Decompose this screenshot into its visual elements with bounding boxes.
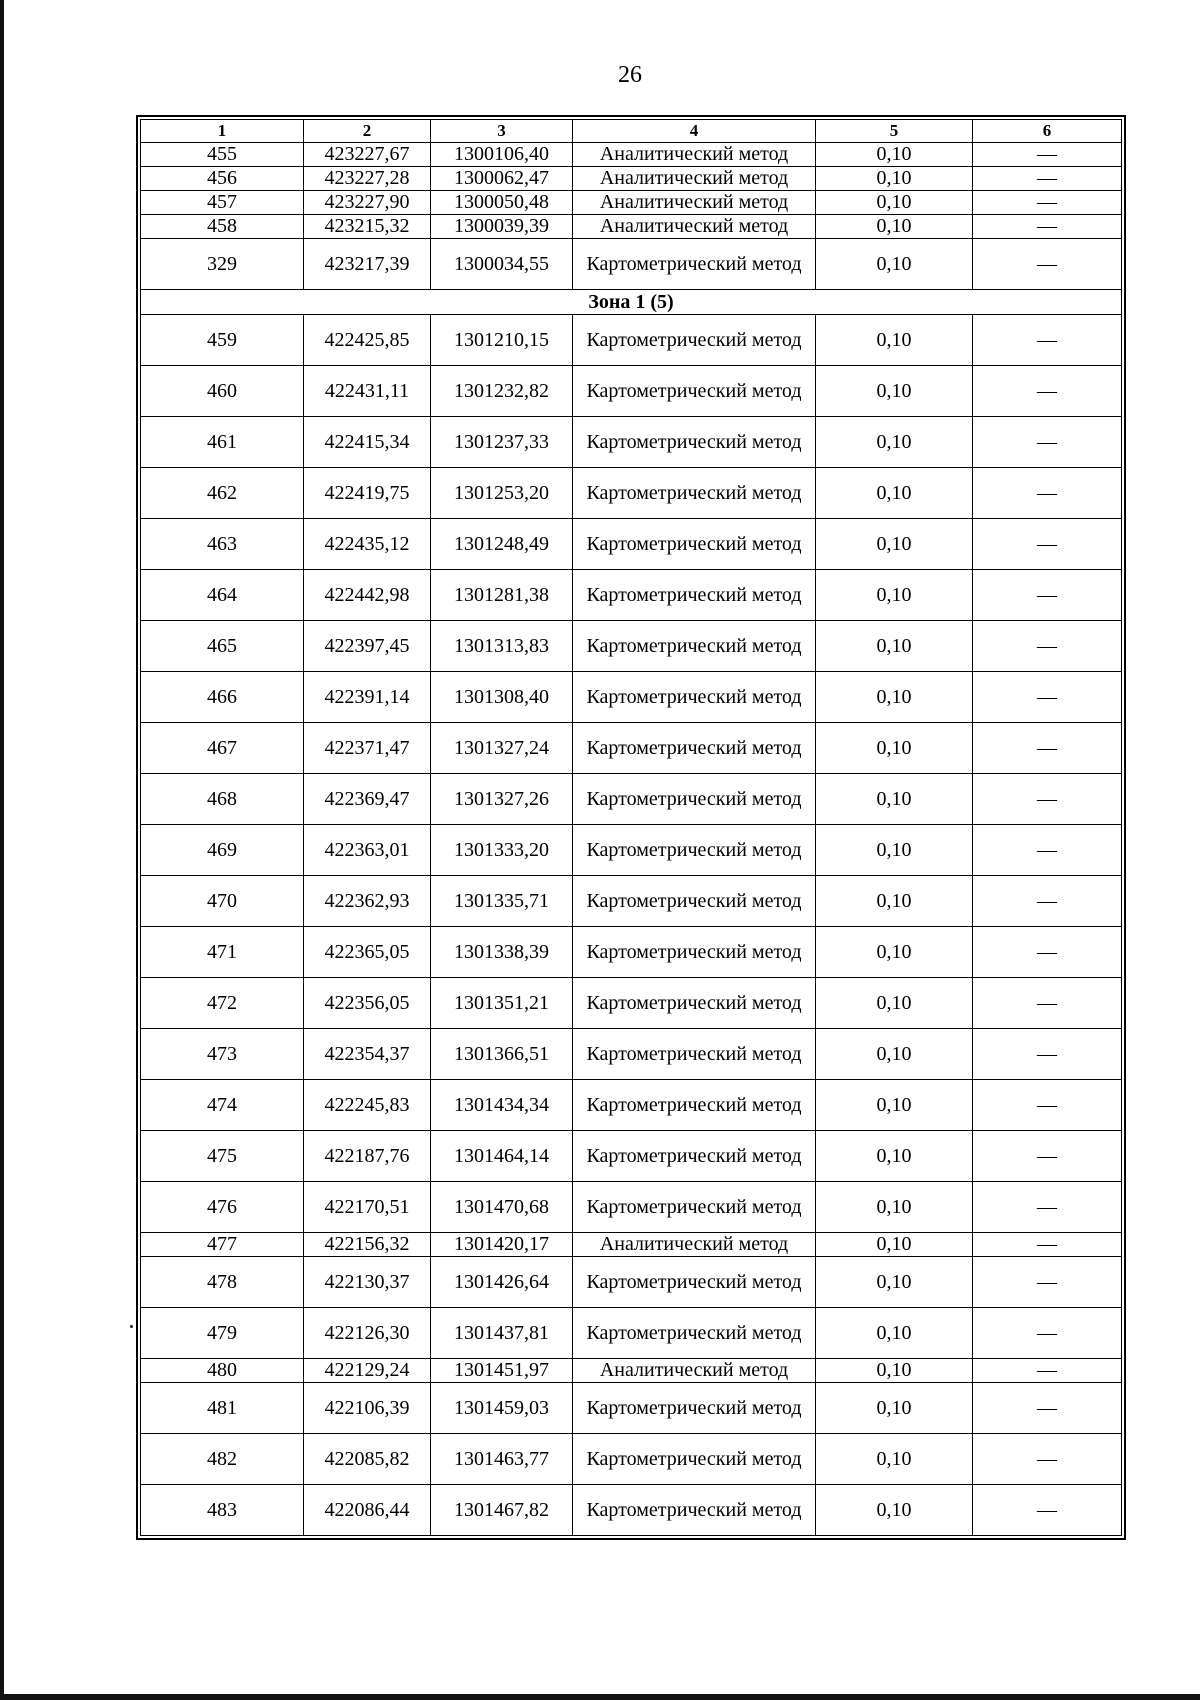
point-number-cell: 462 — [141, 468, 304, 519]
x-coordinate-cell: 422442,98 — [304, 570, 431, 621]
point-number-cell: 456 — [141, 167, 304, 191]
y-coordinate-cell: 1300034,55 — [431, 239, 573, 290]
y-coordinate-cell: 1301327,24 — [431, 723, 573, 774]
accuracy-cell: 0,10 — [816, 315, 973, 366]
x-coordinate-cell: 422371,47 — [304, 723, 431, 774]
method-cell: Картометрический метод — [573, 876, 816, 927]
x-coordinate-cell: 422170,51 — [304, 1182, 431, 1233]
method-cell: Картометрический метод — [573, 978, 816, 1029]
point-number-cell: 479 — [141, 1308, 304, 1359]
accuracy-cell: 0,10 — [816, 468, 973, 519]
x-coordinate-cell: 422245,83 — [304, 1080, 431, 1131]
table-row — [141, 468, 1122, 519]
method-cell: Картометрический метод — [573, 825, 816, 876]
point-number-cell: 480 — [141, 1359, 304, 1383]
note-cell: — — [973, 1485, 1122, 1536]
table-row — [141, 1233, 1122, 1257]
column-header: 5 — [816, 120, 973, 143]
point-number-cell: 329 — [141, 239, 304, 290]
y-coordinate-cell: 1301210,15 — [431, 315, 573, 366]
y-coordinate-cell: 1301437,81 — [431, 1308, 573, 1359]
note-cell: — — [973, 167, 1122, 191]
method-cell: Аналитический метод — [573, 1359, 816, 1383]
accuracy-cell: 0,10 — [816, 570, 973, 621]
method-cell: Картометрический метод — [573, 570, 816, 621]
point-number-cell: 465 — [141, 621, 304, 672]
table-row — [141, 191, 1122, 215]
x-coordinate-cell: 422397,45 — [304, 621, 431, 672]
note-cell: — — [973, 519, 1122, 570]
point-number-cell: 466 — [141, 672, 304, 723]
method-cell: Картометрический метод — [573, 315, 816, 366]
table-row — [141, 1182, 1122, 1233]
note-cell: — — [973, 978, 1122, 1029]
accuracy-cell: 0,10 — [816, 1308, 973, 1359]
accuracy-cell: 0,10 — [816, 191, 973, 215]
accuracy-cell: 0,10 — [816, 723, 973, 774]
y-coordinate-cell: 1301451,97 — [431, 1359, 573, 1383]
y-coordinate-cell: 1301237,33 — [431, 417, 573, 468]
method-cell: Картометрический метод — [573, 1434, 816, 1485]
x-coordinate-cell: 422129,24 — [304, 1359, 431, 1383]
page-number: 26 — [618, 62, 642, 88]
point-number-cell: 459 — [141, 315, 304, 366]
table-row — [141, 215, 1122, 239]
table-row — [141, 927, 1122, 978]
method-cell: Картометрический метод — [573, 1485, 816, 1536]
accuracy-cell: 0,10 — [816, 876, 973, 927]
accuracy-cell: 0,10 — [816, 1485, 973, 1536]
accuracy-cell: 0,10 — [816, 825, 973, 876]
table-row — [141, 774, 1122, 825]
y-coordinate-cell: 1301338,39 — [431, 927, 573, 978]
note-cell: — — [973, 570, 1122, 621]
table-row — [141, 1359, 1122, 1383]
accuracy-cell: 0,10 — [816, 167, 973, 191]
accuracy-cell: 0,10 — [816, 1080, 973, 1131]
point-number-cell: 470 — [141, 876, 304, 927]
accuracy-cell: 0,10 — [816, 143, 973, 167]
method-cell: Картометрический метод — [573, 723, 816, 774]
note-cell: — — [973, 1080, 1122, 1131]
x-coordinate-cell: 422425,85 — [304, 315, 431, 366]
y-coordinate-cell: 1301470,68 — [431, 1182, 573, 1233]
table-row — [141, 1029, 1122, 1080]
accuracy-cell: 0,10 — [816, 1131, 973, 1182]
y-coordinate-cell: 1301335,71 — [431, 876, 573, 927]
table-row — [141, 1257, 1122, 1308]
y-coordinate-cell: 1301420,17 — [431, 1233, 573, 1257]
table-row — [141, 366, 1122, 417]
accuracy-cell: 0,10 — [816, 621, 973, 672]
y-coordinate-cell: 1301308,40 — [431, 672, 573, 723]
y-coordinate-cell: 1301232,82 — [431, 366, 573, 417]
method-cell: Картометрический метод — [573, 774, 816, 825]
table-row — [141, 876, 1122, 927]
accuracy-cell: 0,10 — [816, 366, 973, 417]
zone-header-row — [141, 290, 1122, 315]
method-cell: Картометрический метод — [573, 1029, 816, 1080]
table-row — [141, 570, 1122, 621]
x-coordinate-cell: 422130,37 — [304, 1257, 431, 1308]
accuracy-cell: 0,10 — [816, 1257, 973, 1308]
column-header: 3 — [431, 120, 573, 143]
note-cell: — — [973, 143, 1122, 167]
point-number-cell: 475 — [141, 1131, 304, 1182]
y-coordinate-cell: 1301467,82 — [431, 1485, 573, 1536]
note-cell: — — [973, 468, 1122, 519]
method-cell: Картометрический метод — [573, 1257, 816, 1308]
y-coordinate-cell: 1301281,38 — [431, 570, 573, 621]
point-number-cell: 458 — [141, 215, 304, 239]
accuracy-cell: 0,10 — [816, 927, 973, 978]
x-coordinate-cell: 422085,82 — [304, 1434, 431, 1485]
accuracy-cell: 0,10 — [816, 1233, 973, 1257]
method-cell: Картометрический метод — [573, 519, 816, 570]
method-cell: Картометрический метод — [573, 239, 816, 290]
x-coordinate-cell: 423217,39 — [304, 239, 431, 290]
y-coordinate-cell: 1301434,34 — [431, 1080, 573, 1131]
y-coordinate-cell: 1300050,48 — [431, 191, 573, 215]
accuracy-cell: 0,10 — [816, 1383, 973, 1434]
x-coordinate-cell: 422362,93 — [304, 876, 431, 927]
point-number-cell: 482 — [141, 1434, 304, 1485]
point-number-cell: 468 — [141, 774, 304, 825]
note-cell: — — [973, 1131, 1122, 1182]
accuracy-cell: 0,10 — [816, 978, 973, 1029]
method-cell: Картометрический метод — [573, 1308, 816, 1359]
point-number-cell: 467 — [141, 723, 304, 774]
table-row — [141, 239, 1122, 290]
point-number-cell: 460 — [141, 366, 304, 417]
method-cell: Картометрический метод — [573, 417, 816, 468]
method-cell: Аналитический метод — [573, 1233, 816, 1257]
y-coordinate-cell: 1300106,40 — [431, 143, 573, 167]
method-cell: Аналитический метод — [573, 215, 816, 239]
scan-edge-bottom — [0, 1694, 1200, 1700]
method-cell: Картометрический метод — [573, 927, 816, 978]
accuracy-cell: 0,10 — [816, 774, 973, 825]
zone-label: Зона 1 (5) — [141, 290, 1122, 315]
y-coordinate-cell: 1301351,21 — [431, 978, 573, 1029]
x-coordinate-cell: 422106,39 — [304, 1383, 431, 1434]
note-cell: — — [973, 621, 1122, 672]
table-row — [141, 1080, 1122, 1131]
note-cell: — — [973, 1359, 1122, 1383]
point-number-cell: 474 — [141, 1080, 304, 1131]
method-cell: Картометрический метод — [573, 672, 816, 723]
method-cell: Аналитический метод — [573, 143, 816, 167]
method-cell: Картометрический метод — [573, 621, 816, 672]
point-number-cell: 483 — [141, 1485, 304, 1536]
x-coordinate-cell: 422419,75 — [304, 468, 431, 519]
y-coordinate-cell: 1301327,26 — [431, 774, 573, 825]
accuracy-cell: 0,10 — [816, 215, 973, 239]
x-coordinate-cell: 422369,47 — [304, 774, 431, 825]
point-number-cell: 461 — [141, 417, 304, 468]
table-row — [141, 723, 1122, 774]
point-number-cell: 472 — [141, 978, 304, 1029]
accuracy-cell: 0,10 — [816, 417, 973, 468]
x-coordinate-cell: 422415,34 — [304, 417, 431, 468]
point-number-cell: 478 — [141, 1257, 304, 1308]
x-coordinate-cell: 422187,76 — [304, 1131, 431, 1182]
column-header: 4 — [573, 120, 816, 143]
note-cell: — — [973, 825, 1122, 876]
method-cell: Аналитический метод — [573, 167, 816, 191]
accuracy-cell: 0,10 — [816, 1434, 973, 1485]
table-row — [141, 1308, 1122, 1359]
point-number-cell: 471 — [141, 927, 304, 978]
method-cell: Картометрический метод — [573, 366, 816, 417]
table-row — [141, 1131, 1122, 1182]
note-cell: — — [973, 1383, 1122, 1434]
x-coordinate-cell: 422365,05 — [304, 927, 431, 978]
note-cell: — — [973, 774, 1122, 825]
x-coordinate-cell: 422156,32 — [304, 1233, 431, 1257]
note-cell: — — [973, 366, 1122, 417]
note-cell: — — [973, 315, 1122, 366]
note-cell: — — [973, 1308, 1122, 1359]
point-number-cell: 464 — [141, 570, 304, 621]
table-row — [141, 1434, 1122, 1485]
table-body — [141, 120, 1122, 1536]
column-header: 2 — [304, 120, 431, 143]
x-coordinate-cell: 423227,67 — [304, 143, 431, 167]
method-cell: Картометрический метод — [573, 1080, 816, 1131]
accuracy-cell: 0,10 — [816, 239, 973, 290]
method-cell: Картометрический метод — [573, 468, 816, 519]
x-coordinate-cell: 423227,90 — [304, 191, 431, 215]
note-cell: — — [973, 672, 1122, 723]
x-coordinate-cell: 422363,01 — [304, 825, 431, 876]
accuracy-cell: 0,10 — [816, 1029, 973, 1080]
method-cell: Картометрический метод — [573, 1182, 816, 1233]
column-header: 1 — [141, 120, 304, 143]
accuracy-cell: 0,10 — [816, 1182, 973, 1233]
table-row — [141, 978, 1122, 1029]
y-coordinate-cell: 1300062,47 — [431, 167, 573, 191]
table-row — [141, 672, 1122, 723]
table-row — [141, 621, 1122, 672]
table-row — [141, 825, 1122, 876]
note-cell: — — [973, 927, 1122, 978]
method-cell: Аналитический метод — [573, 191, 816, 215]
point-number-cell: 477 — [141, 1233, 304, 1257]
note-cell: — — [973, 191, 1122, 215]
x-coordinate-cell: 422354,37 — [304, 1029, 431, 1080]
x-coordinate-cell: 422086,44 — [304, 1485, 431, 1536]
note-cell: — — [973, 876, 1122, 927]
method-cell: Картометрический метод — [573, 1383, 816, 1434]
y-coordinate-cell: 1301459,03 — [431, 1383, 573, 1434]
table-row — [141, 417, 1122, 468]
coordinates-table — [140, 119, 1122, 1536]
x-coordinate-cell: 422431,11 — [304, 366, 431, 417]
accuracy-cell: 0,10 — [816, 1359, 973, 1383]
table-row — [141, 167, 1122, 191]
note-cell: — — [973, 1434, 1122, 1485]
table-row — [141, 1485, 1122, 1536]
point-number-cell: 457 — [141, 191, 304, 215]
y-coordinate-cell: 1301313,83 — [431, 621, 573, 672]
table-row — [141, 315, 1122, 366]
x-coordinate-cell: 422126,30 — [304, 1308, 431, 1359]
header-row — [141, 120, 1122, 143]
x-coordinate-cell: 422391,14 — [304, 672, 431, 723]
point-number-cell: 476 — [141, 1182, 304, 1233]
method-cell: Картометрический метод — [573, 1131, 816, 1182]
table-row — [141, 1383, 1122, 1434]
note-cell: — — [973, 1182, 1122, 1233]
point-number-cell: 481 — [141, 1383, 304, 1434]
y-coordinate-cell: 1301463,77 — [431, 1434, 573, 1485]
point-number-cell: 473 — [141, 1029, 304, 1080]
y-coordinate-cell: 1301366,51 — [431, 1029, 573, 1080]
point-number-cell: 455 — [141, 143, 304, 167]
y-coordinate-cell: 1300039,39 — [431, 215, 573, 239]
column-header: 6 — [973, 120, 1122, 143]
scan-speck — [130, 1325, 133, 1328]
scan-edge-left — [0, 0, 4, 1700]
note-cell: — — [973, 215, 1122, 239]
point-number-cell: 469 — [141, 825, 304, 876]
x-coordinate-cell: 423215,32 — [304, 215, 431, 239]
y-coordinate-cell: 1301426,64 — [431, 1257, 573, 1308]
y-coordinate-cell: 1301248,49 — [431, 519, 573, 570]
note-cell: — — [973, 1029, 1122, 1080]
y-coordinate-cell: 1301464,14 — [431, 1131, 573, 1182]
note-cell: — — [973, 723, 1122, 774]
point-number-cell: 463 — [141, 519, 304, 570]
y-coordinate-cell: 1301253,20 — [431, 468, 573, 519]
accuracy-cell: 0,10 — [816, 519, 973, 570]
note-cell: — — [973, 1257, 1122, 1308]
note-cell: — — [973, 417, 1122, 468]
x-coordinate-cell: 422435,12 — [304, 519, 431, 570]
x-coordinate-cell: 423227,28 — [304, 167, 431, 191]
x-coordinate-cell: 422356,05 — [304, 978, 431, 1029]
note-cell: — — [973, 239, 1122, 290]
accuracy-cell: 0,10 — [816, 672, 973, 723]
y-coordinate-cell: 1301333,20 — [431, 825, 573, 876]
note-cell: — — [973, 1233, 1122, 1257]
table-row — [141, 143, 1122, 167]
table-row — [141, 519, 1122, 570]
